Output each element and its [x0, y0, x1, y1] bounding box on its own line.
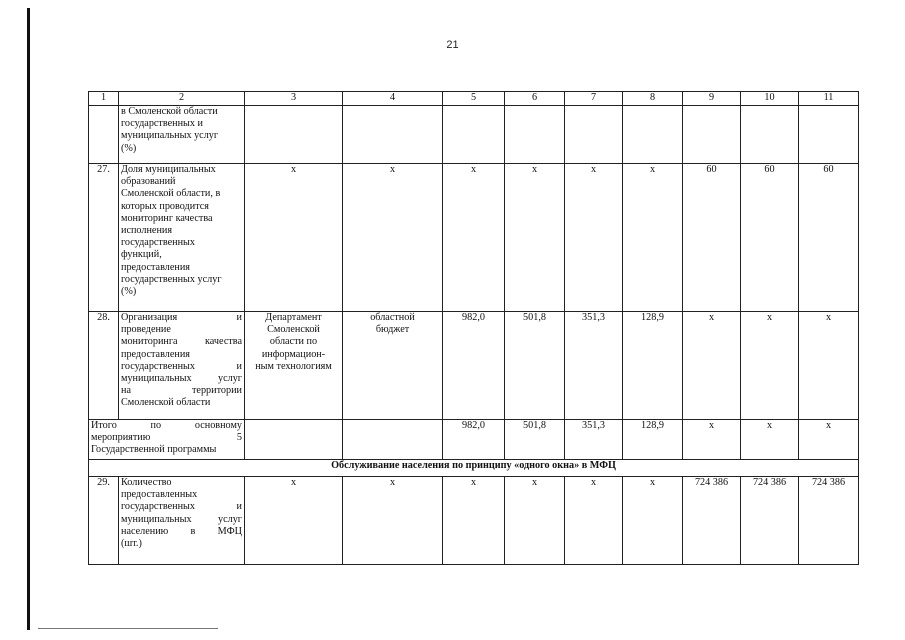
cell-value: 60 [799, 164, 859, 312]
cell-value: x [343, 164, 443, 312]
cell-value: x [505, 477, 565, 565]
cell-value: x [799, 312, 859, 420]
cell-value: 128,9 [623, 420, 683, 460]
col-header-7: 7 [565, 92, 623, 106]
col-header-3: 3 [245, 92, 343, 106]
row-description: Организация и проведение мониторинга качества предоставления государственных и муниципальных услуг на территории Смоленской области [119, 312, 245, 420]
program-table [88, 91, 859, 565]
cell-value: 351,3 [565, 420, 623, 460]
cell-value: x [343, 477, 443, 565]
row-description: Количество предоставленных государственных и муниципальных услуг населению в МФЦ (шт.) [119, 477, 245, 565]
table-row-28 [89, 312, 859, 420]
scan-bottom-line [38, 628, 218, 629]
cell-value: 982,0 [443, 420, 505, 460]
cell-value: x [505, 164, 565, 312]
cell-value: x [623, 477, 683, 565]
col-header-11: 11 [799, 92, 859, 106]
cell-value: x [565, 477, 623, 565]
row-description: Доля муниципальных образований Смоленской области, в которых проводится мониторинг качества исполнения государственных функций, предоставления государственных услуг (%) [119, 164, 245, 312]
cell-value: 60 [683, 164, 741, 312]
cell-value: x [443, 164, 505, 312]
col-header-5: 5 [443, 92, 505, 106]
cell-value: 724 386 [799, 477, 859, 565]
col-header-6: 6 [505, 92, 565, 106]
cell-value: 724 386 [741, 477, 799, 565]
cell-value: x [443, 477, 505, 565]
row-number: 28. [89, 312, 119, 420]
scan-margin-bar [27, 8, 30, 630]
cell-value: 351,3 [565, 312, 623, 420]
cell-value: x [683, 420, 741, 460]
cell-value: 501,8 [505, 420, 565, 460]
col-header-2: 2 [119, 92, 245, 106]
column-number-row [89, 92, 859, 106]
col-header-9: 9 [683, 92, 741, 106]
cell-value: x [623, 164, 683, 312]
cell-value: x [245, 477, 343, 565]
cell-value: 501,8 [505, 312, 565, 420]
table-row-27 [89, 164, 859, 312]
cell-value: 724 386 [683, 477, 741, 565]
col-header-4: 4 [343, 92, 443, 106]
cell-value: x [683, 312, 741, 420]
funding-source: областной бюджет [343, 312, 443, 420]
responsible-executor: Департамент Смоленской области по информацион- ным технологиям [245, 312, 343, 420]
cell-value: 60 [741, 164, 799, 312]
col-header-10: 10 [741, 92, 799, 106]
cell-value: x [565, 164, 623, 312]
section-header-row [89, 460, 859, 477]
cell-value: x [245, 164, 343, 312]
row-number: 27. [89, 164, 119, 312]
cell-value: x [799, 420, 859, 460]
cell-value: 128,9 [623, 312, 683, 420]
cell-value: x [741, 312, 799, 420]
row-number: 29. [89, 477, 119, 565]
table-row-continuation [89, 106, 859, 164]
section-title: Обслуживание населения по принципу «одного окна» в МФЦ [89, 460, 859, 477]
page-number: 21 [446, 39, 459, 51]
col-header-8: 8 [623, 92, 683, 106]
col-header-1: 1 [89, 92, 119, 106]
cell-value: 982,0 [443, 312, 505, 420]
total-label: Итого по основному мероприятию 5 Государственной программы [89, 420, 245, 460]
table-row-total [89, 420, 859, 460]
continued-description: в Смоленской области государственных и муниципальных услуг (%) [119, 106, 245, 164]
table-row-29 [89, 477, 859, 565]
cell-value: x [741, 420, 799, 460]
